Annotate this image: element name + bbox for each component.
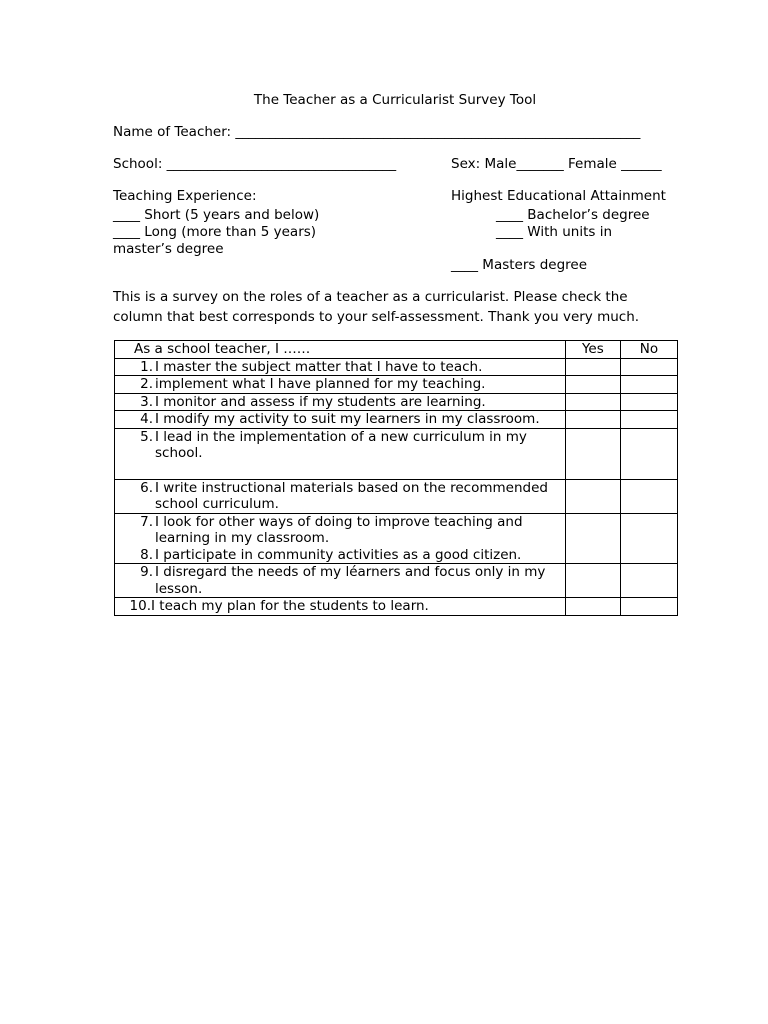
table-row <box>115 393 678 411</box>
item-number: 5. <box>140 428 153 445</box>
table-row <box>115 479 678 513</box>
education-bachelor-option: ____ Bachelor’s degree <box>496 207 650 223</box>
table-row <box>115 411 678 429</box>
item-text-continued: learning in my classroom. <box>155 530 330 546</box>
item-text-continued: school. <box>155 445 203 461</box>
item-number: 3. <box>140 393 153 410</box>
item-text: I look for other ways of doing to improve teaching and <box>155 513 523 530</box>
name-of-teacher-field: Name of Teacher: ____________________________________________________________ <box>113 124 641 140</box>
no-checkbox-cell[interactable] <box>620 598 677 616</box>
no-checkbox-cell[interactable] <box>620 513 677 564</box>
header-statement: As a school teacher, I …… <box>115 341 566 359</box>
yes-checkbox-cell[interactable] <box>565 513 620 564</box>
no-checkbox-cell[interactable] <box>620 411 677 429</box>
no-checkbox-cell[interactable] <box>620 564 677 598</box>
item-text: I participate in community activities as a good citizen. <box>155 546 522 563</box>
item-number: 7. <box>140 513 153 530</box>
no-checkbox-cell[interactable] <box>620 428 677 479</box>
intro-line-1: This is a survey on the roles of a teacher as a curricularist. Please check the <box>113 289 628 305</box>
table-row <box>115 428 678 479</box>
yes-checkbox-cell[interactable] <box>565 479 620 513</box>
experience-short-option: ____ Short (5 years and below) <box>113 207 320 223</box>
table-row <box>115 358 678 376</box>
item-text: I modify my activity to suit my learners in my classroom. <box>155 411 540 427</box>
table-header-row <box>115 341 678 359</box>
item-number: 8. <box>140 546 153 563</box>
item-text: I disregard the needs of my léarners and focus only in my <box>155 564 546 580</box>
no-checkbox-cell[interactable] <box>620 393 677 411</box>
item-text: I write instructional materials based on the recommended <box>155 479 548 496</box>
school-field: School: __________________________________ <box>113 156 397 172</box>
item-number: 2. <box>140 376 153 392</box>
item-number: 10. <box>129 598 151 614</box>
item-text: implement what I have planned for my teaching. <box>155 376 486 392</box>
education-masters-option: ____ Masters degree <box>451 257 588 273</box>
yes-checkbox-cell[interactable] <box>565 598 620 616</box>
yes-checkbox-cell[interactable] <box>565 376 620 394</box>
item-text: I master the subject matter that I have to teach. <box>155 358 483 375</box>
table-row <box>115 376 678 394</box>
header-no: No <box>620 341 677 359</box>
survey-title: The Teacher as a Curricularist Survey Tool <box>253 92 537 108</box>
table-row <box>115 513 678 564</box>
item-number: 1. <box>140 358 153 375</box>
yes-checkbox-cell[interactable] <box>565 358 620 376</box>
teaching-experience-label: Teaching Experience: <box>113 188 257 204</box>
education-units-option: ____ With units in <box>496 224 613 240</box>
item-text-continued: lesson. <box>155 580 203 597</box>
intro-line-2: column that best corresponds to your self-assessment. Thank you very much. <box>113 309 640 325</box>
survey-table <box>114 340 678 616</box>
table-row <box>115 564 678 598</box>
education-label: Highest Educational Attainment <box>451 188 666 204</box>
header-yes: Yes <box>565 341 620 359</box>
experience-long-option: ____ Long (more than 5 years) <box>113 224 317 240</box>
item-number: 9. <box>140 564 153 580</box>
yes-checkbox-cell[interactable] <box>565 428 620 479</box>
no-checkbox-cell[interactable] <box>620 358 677 376</box>
no-checkbox-cell[interactable] <box>620 376 677 394</box>
sex-field: Sex: Male_______ Female ______ <box>451 156 662 172</box>
item-text: I monitor and assess if my students are learning. <box>155 393 486 410</box>
item-number: 6. <box>140 479 153 496</box>
yes-checkbox-cell[interactable] <box>565 411 620 429</box>
yes-checkbox-cell[interactable] <box>565 393 620 411</box>
no-checkbox-cell[interactable] <box>620 479 677 513</box>
item-number: 4. <box>140 411 153 427</box>
item-text: I teach my plan for the students to learn. <box>151 598 429 614</box>
masters-degree-continuation: master’s degree <box>113 241 224 257</box>
yes-checkbox-cell[interactable] <box>565 564 620 598</box>
item-text-continued: school curriculum. <box>155 496 279 512</box>
table-row <box>115 598 678 616</box>
item-text: I lead in the implementation of a new curriculum in my <box>155 428 527 445</box>
